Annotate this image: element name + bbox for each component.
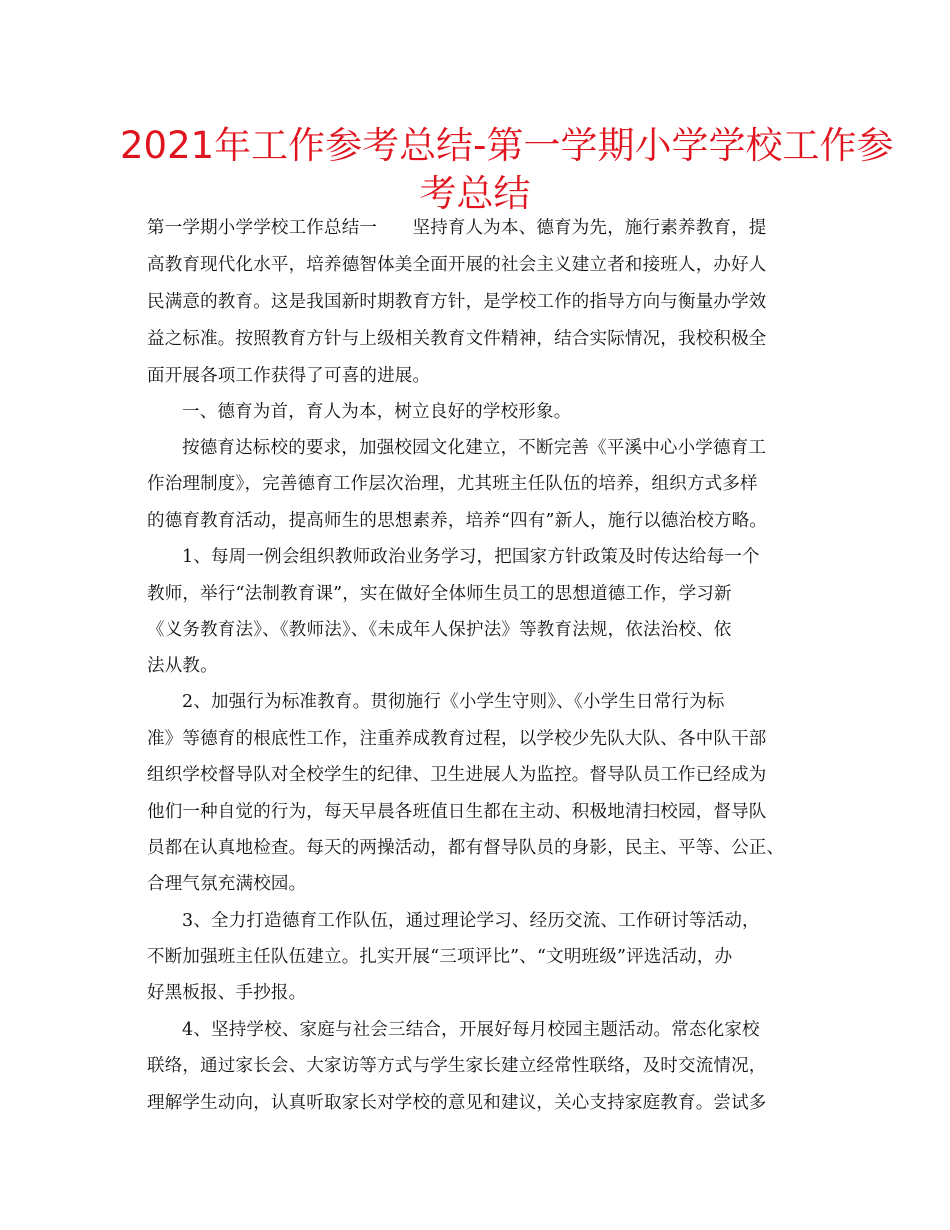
paragraph-line: 的德育教育活动，提高师生的思想素养，培养“四有”新人，施行以德治校方略。 [147,511,768,531]
paragraph-line: 组织学校督导队对全校学生的纪律、卫生进展人为监控。督导队员工作已经成为 [147,765,767,785]
title-line-1: 2021年工作参考总结-第一学期小学学校工作参 [120,124,894,167]
paragraph-line: 准》等德育的根底性工作，注重养成教育过程，以学校少先队大队、各中队干部 [147,729,767,749]
section-heading: 一、德育为首，育人为本，树立良好的学校形象。 [182,402,572,422]
paragraph-line: 教师，举行“法制教育课”，实在做好全体师生员工的思想道德工作，学习新 [147,584,732,604]
paragraph-line: 法从教。 [147,656,218,676]
paragraph-line: 1、每周一例会组织教师政治业务学习，把国家方针政策及时传达给每一个 [182,547,760,567]
paragraph-line: 合理气氛充满校园。 [147,874,307,894]
paragraph-line: 作治理制度》，完善德育工作层次治理，尤其班主任队伍的培养，组织方式多样 [147,474,758,494]
paragraph-line: 益之标准。按照教育方针与上级相关教育文件精神，结合实际情况，我校积极全 [147,329,767,349]
paragraph-line: 好黑板报、手抄报。 [147,983,307,1003]
paragraph-line: 《义务教育法》、《教师法》、《未成年人保护法》等教育法规，依法治校、依 [147,620,732,640]
paragraph-line: 按德育达标校的要求，加强校园文化建立，不断完善《平溪中心小学德育工 [182,438,767,458]
title-line-2: 考总结 [419,172,531,215]
paragraph-line: 高教育现代化水平，培养德智体美全面开展的社会主义建立者和接班人，办好人 [147,255,767,275]
paragraph-line: 第一学期小学学校工作总结一 坚持育人为本、德育为先，施行素养教育，提 [147,218,767,238]
paragraph-line: 4、坚持学校、家庭与社会三结合，开展好每月校园主题活动。常态化家校 [182,1020,760,1040]
paragraph-line: 面开展各项工作获得了可喜的进展。 [147,366,431,386]
paragraph-line: 理解学生动向，认真听取家长对学校的意见和建议，关心支持家庭教育。尝试多 [147,1093,767,1113]
paragraph-line: 联络，通过家长会、大家访等方式与学生家长建立经常性联络，及时交流情况， [147,1056,767,1076]
paragraph-line: 他们一种自觉的行为，每天早晨各班值日生都在主动、积极地清扫校园，督导队 [147,802,767,822]
paragraph-line: 3、全力打造德育工作队伍，通过理论学习、经历交流、工作研讨等活动， [182,911,760,931]
paragraph-line: 民满意的教育。这是我国新时期教育方针，是学校工作的指导方向与衡量办学效 [147,292,767,312]
paragraph-line: 2、加强行为标准教育。贯彻施行《小学生守则》、《小学生日常行为标 [182,692,725,712]
paragraph-line: 员都在认真地检查。每天的两操活动，都有督导队员的身影，民主、平等、公正、 [147,838,785,858]
paragraph-line: 不断加强班主任队伍建立。扎实开展“三项评比”、“文明班级”评选活动，办 [147,947,733,967]
document-title [120,122,894,218]
